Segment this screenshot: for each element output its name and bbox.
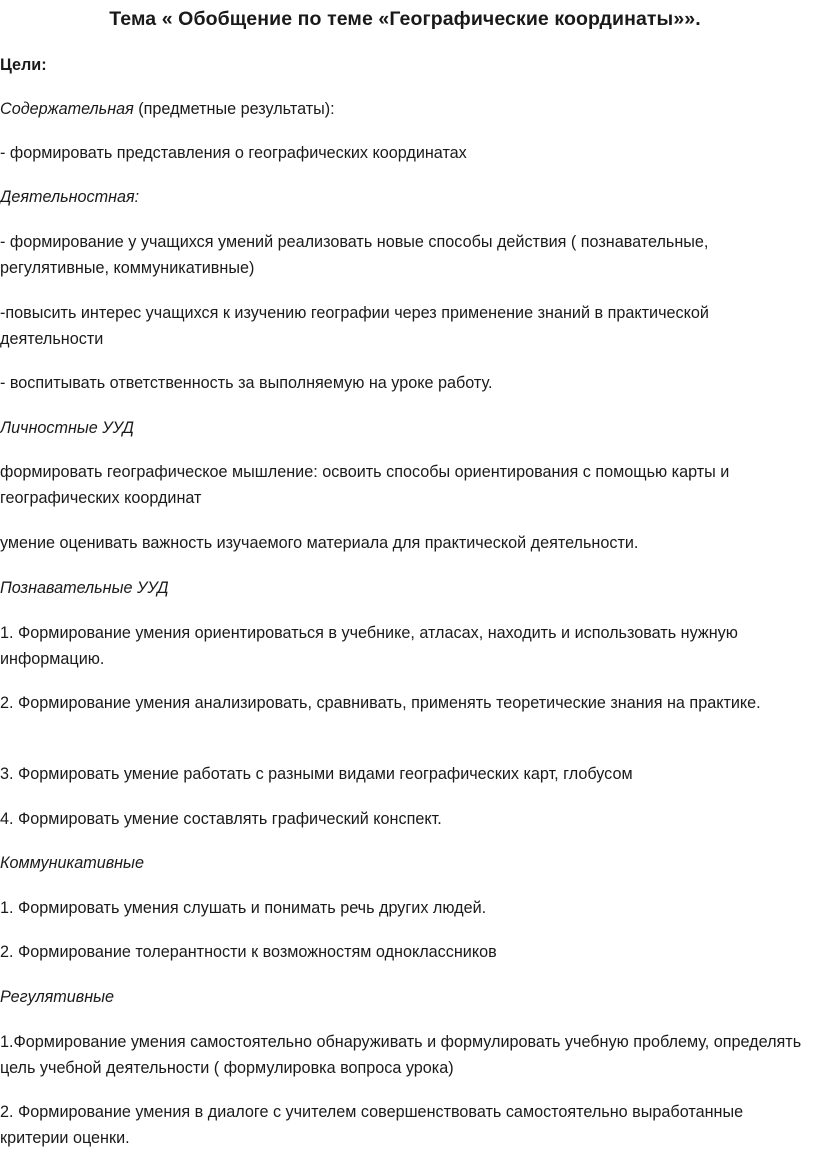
goals-label: Цели: bbox=[0, 56, 47, 74]
personal-item: формировать географическое мышление: освоить способы ориентирования с помощью карты и географических координат bbox=[0, 463, 730, 507]
communicative-item: 1. Формировать умения слушать и понимать речь других людей. bbox=[0, 899, 487, 917]
regulatory-item: 2. Формирование умения в диалоге с учителем совершенствовать самостоятельно выработанные критерии оценки. bbox=[0, 1103, 744, 1147]
regulatory-item: 1.Формирование умения самостоятельно обнаруживать и формулировать учебную проблему, определять цель учебной деятельности ( формулировка вопроса урока) bbox=[0, 1033, 802, 1077]
cognitive-item: 3. Формировать умение работать с разными видами географических карт, глобусом bbox=[0, 765, 633, 783]
personal-item: умение оценивать важность изучаемого материала для практической деятельности. bbox=[0, 534, 639, 552]
cognitive-heading: Познавательные УУД bbox=[0, 579, 169, 597]
activity-item: - воспитывать ответственность за выполняемую на уроке работу. bbox=[0, 374, 493, 392]
cognitive-item: 4. Формировать умение составлять графический конспект. bbox=[0, 810, 442, 828]
content-heading-italic: Содержательная bbox=[0, 100, 134, 118]
activity-item: - формирование у учащихся умений реализовать новые способы действия ( познавательные, регулятивные, коммуникативные) bbox=[0, 233, 709, 277]
content-heading bbox=[0, 96, 810, 122]
communicative-heading: Коммуникативные bbox=[0, 854, 144, 872]
cognitive-item: 2. Формирование умения анализировать, сравнивать, применять теоретические знания на практике. bbox=[0, 694, 761, 712]
personal-heading: Личностные УУД bbox=[0, 419, 134, 437]
cognitive-item: 1. Формирование умения ориентироваться в учебнике, атласах, находить и использовать нужную информацию. bbox=[0, 624, 738, 668]
communicative-item: 2. Формирование толерантности к возможностям одноклассников bbox=[0, 943, 497, 961]
activity-heading: Деятельностная: bbox=[0, 188, 140, 206]
activity-item: -повысить интерес учащихся к изучению географии через применение знаний в практической деятельности bbox=[0, 304, 709, 348]
page-title: Тема « Обобщение по теме «Географические координаты»». bbox=[109, 8, 701, 30]
regulatory-heading: Регулятивные bbox=[0, 988, 115, 1006]
content-item: - формировать представления о географических координатах bbox=[0, 144, 467, 162]
content-heading-rest: (предметные результаты): bbox=[133, 100, 335, 118]
